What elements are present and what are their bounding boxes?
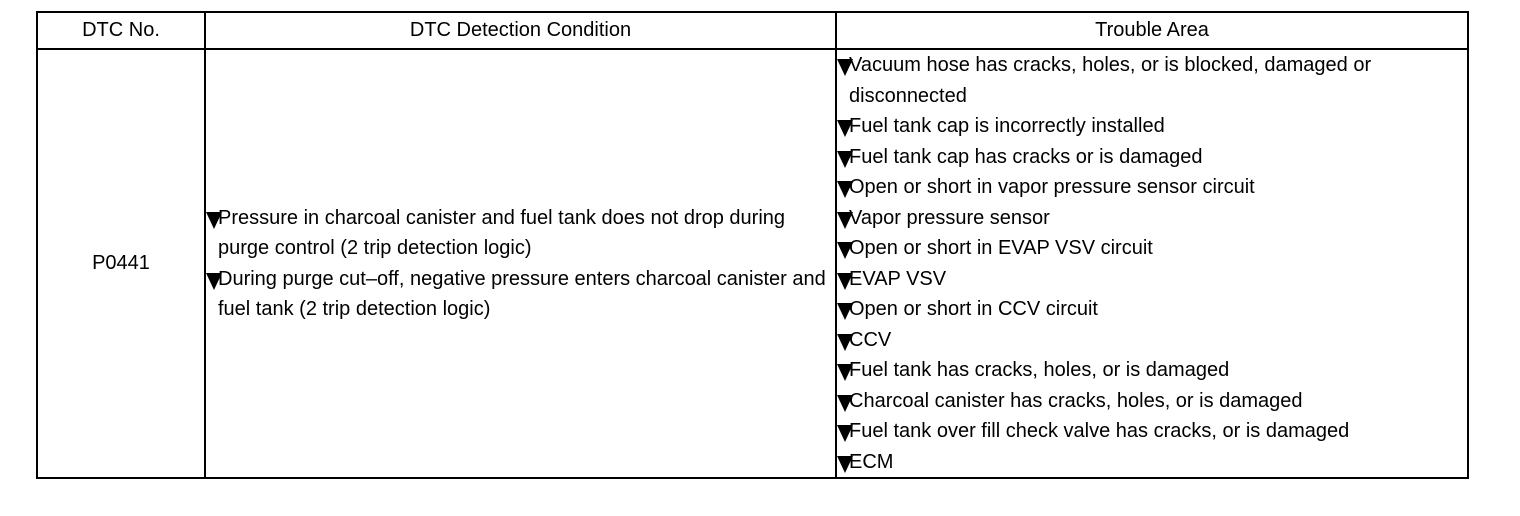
list-item-text: Vacuum hose has cracks, holes, or is blocked, damaged or disconnected	[849, 54, 1372, 107]
list-item-text: During purge cut–off, negative pressure enters charcoal canister and fuel tank (2 trip detection logic)	[218, 267, 826, 320]
list-item	[837, 111, 1467, 142]
list-item	[837, 142, 1467, 173]
triangle-bullet-icon	[837, 181, 853, 198]
detection-condition-cell	[205, 49, 836, 478]
triangle-bullet-icon	[837, 456, 853, 473]
triangle-bullet-icon	[837, 242, 853, 259]
list-item	[837, 172, 1467, 203]
triangle-bullet-icon	[837, 120, 853, 137]
header-detection-condition: DTC Detection Condition	[205, 12, 836, 49]
triangle-bullet-icon	[837, 425, 853, 442]
list-item	[837, 264, 1467, 295]
triangle-bullet-icon	[837, 395, 853, 412]
triangle-bullet-icon	[837, 334, 853, 351]
list-item	[837, 294, 1467, 325]
trouble-area-cell	[836, 49, 1468, 478]
list-item	[837, 233, 1467, 264]
list-item-text: Fuel tank cap has cracks or is damaged	[849, 145, 1203, 168]
triangle-bullet-icon	[837, 212, 853, 229]
list-item	[206, 203, 835, 264]
list-item	[206, 264, 835, 325]
list-item-text: CCV	[849, 328, 892, 351]
list-item-text: Charcoal canister has cracks, holes, or is damaged	[849, 389, 1303, 412]
triangle-bullet-icon	[837, 273, 853, 290]
list-item	[837, 416, 1467, 447]
condition-list	[206, 203, 835, 325]
list-item	[837, 50, 1467, 111]
list-item	[837, 386, 1467, 417]
list-item-text: ECM	[849, 450, 894, 473]
list-item	[837, 447, 1467, 478]
triangle-bullet-icon	[206, 273, 222, 290]
list-item-text: Fuel tank over fill check valve has cracks, or is damaged	[849, 420, 1350, 442]
list-item-text: Fuel tank has cracks, holes, or is damaged	[849, 359, 1230, 381]
triangle-bullet-icon	[837, 303, 853, 320]
dtc-code-cell: P0441	[37, 49, 205, 478]
dtc-table	[36, 11, 1469, 479]
list-item-text: Open or short in vapor pressure sensor circuit	[849, 176, 1255, 198]
list-item-text: Open or short in CCV circuit	[849, 298, 1098, 320]
header-row	[37, 12, 1468, 49]
list-item-text: EVAP VSV	[849, 267, 947, 290]
list-item-text: Pressure in charcoal canister and fuel tank does not drop during purge control (2 trip detection logic)	[218, 206, 786, 259]
list-item-text: Fuel tank cap is incorrectly installed	[849, 115, 1165, 137]
list-item-text: Open or short in EVAP VSV circuit	[849, 237, 1153, 259]
list-item	[837, 203, 1467, 234]
triangle-bullet-icon	[837, 364, 853, 381]
list-item-text: Vapor pressure sensor	[849, 206, 1050, 229]
table-row	[37, 49, 1468, 478]
triangle-bullet-icon	[837, 151, 853, 168]
header-dtc-no: DTC No.	[37, 12, 205, 49]
list-item	[837, 325, 1467, 356]
header-trouble-area: Trouble Area	[836, 12, 1468, 49]
list-item	[837, 355, 1467, 386]
triangle-bullet-icon	[837, 59, 853, 76]
trouble-area-list	[837, 50, 1467, 477]
triangle-bullet-icon	[206, 212, 222, 229]
